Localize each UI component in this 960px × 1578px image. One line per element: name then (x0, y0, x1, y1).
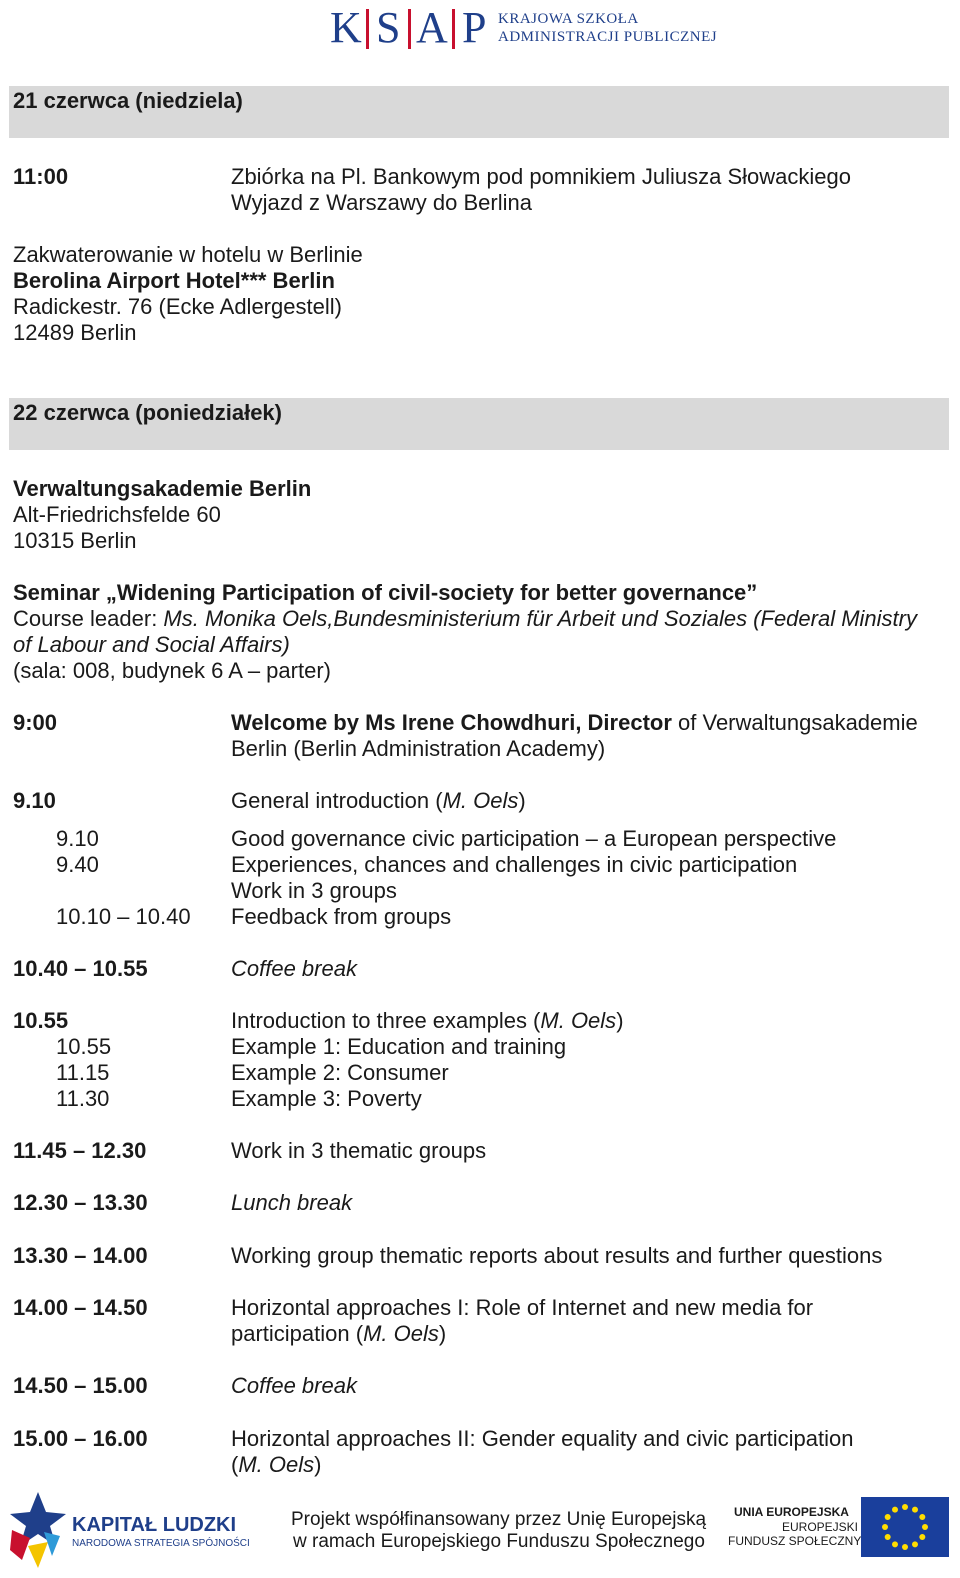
sub-text: Work in 3 groups (231, 878, 397, 903)
schedule-text: Coffee break (231, 1373, 357, 1398)
eu-flag-icon (861, 1497, 949, 1557)
sub-text: Feedback from groups (231, 904, 452, 929)
speaker-name: M. Oels (363, 1321, 439, 1346)
intro-text: General introduction ( (231, 788, 443, 813)
venue-street: Alt-Friedrichsfelde 60 (13, 502, 221, 527)
schedule-text: Berlin (Berlin Administration Academy) (231, 736, 606, 761)
sub-time: 10.10 – 10.40 (56, 904, 191, 929)
speaker-name: M. Oels (238, 1452, 315, 1477)
logo-separator (366, 9, 369, 49)
logo-letter-k: K (330, 3, 362, 52)
logo-separator (452, 9, 455, 49)
examples-text: Introduction to three examples ( (231, 1008, 541, 1033)
sub-text: Example 1: Education and training (231, 1034, 567, 1059)
sub-time: 10.55 (56, 1034, 112, 1059)
eu-line1: UNIA EUROPEJSKA (734, 1505, 849, 1519)
venue-city: 10315 Berlin (13, 528, 137, 553)
schedule-time: 10.40 – 10.55 (13, 956, 148, 981)
course-leader-name: Ms. Monika Oels,Bundesministerium für Arbeit und Soziales (Federal Ministry (163, 606, 917, 631)
course-leader (13, 606, 917, 632)
eu-line3: FUNDUSZ SPOŁECZNY (728, 1534, 862, 1548)
schedule-time: 11:00 (13, 164, 69, 189)
schedule-time: 10.55 (13, 1008, 69, 1033)
schedule-time: 9:00 (13, 710, 58, 735)
schedule-text: Wyjazd z Warszawy do Berlina (231, 190, 532, 215)
kapital-ludzki-emblem-icon (8, 1490, 66, 1570)
schedule-text (231, 1321, 446, 1347)
day-heading: 22 czerwca (poniedziałek) (13, 400, 282, 425)
schedule-text: Zbiórka na Pl. Bankowym pod pomnikiem Juliusza Słowackiego (231, 164, 851, 189)
eu-star-icon (912, 1541, 918, 1547)
eu-star-icon (922, 1524, 928, 1530)
eu-line2: EUROPEJSKI (782, 1520, 859, 1534)
eu-star-icon (892, 1541, 898, 1547)
sub-time: 11.30 (56, 1086, 110, 1111)
eu-star-icon (912, 1507, 918, 1513)
eu-star-icon (919, 1514, 925, 1520)
venue-name: Verwaltungsakademie Berlin (13, 476, 312, 501)
sub-text: Example 2: Consumer (231, 1060, 449, 1085)
logo-separator (408, 9, 411, 49)
examples-close: ) (616, 1008, 624, 1033)
kl-subtitle: NARODOWA STRATEGIA SPÓJNOŚCI (72, 1538, 250, 1549)
project-line2: w ramach Europejskiego Funduszu Społecznego (293, 1531, 705, 1552)
project-line1: Projekt współfinansowany przez Unię Europejską (291, 1509, 707, 1530)
eu-star-icon (882, 1524, 888, 1530)
hotel-street: Radickestr. 76 (Ecke Adlergestell) (13, 294, 342, 319)
kapital-ludzki-logo (8, 1490, 258, 1570)
course-leader-label: Course leader: (13, 606, 164, 631)
h2-close: ) (314, 1452, 322, 1477)
sub-text: Example 3: Poverty (231, 1086, 422, 1111)
schedule-time: 14.50 – 15.00 (13, 1373, 148, 1398)
schedule-time: 11.45 – 12.30 (13, 1138, 147, 1163)
sub-time: 9.10 (56, 826, 99, 851)
ksap-logo (330, 3, 730, 52)
room-info: (sala: 008, budynek 6 A – parter) (13, 658, 331, 683)
speaker-name: M. Oels (442, 788, 519, 813)
schedule-time: 12.30 – 13.30 (13, 1190, 148, 1215)
speaker-name: M. Oels (540, 1008, 617, 1033)
schedule-text: Horizontal approaches I: Role of Internet and new media for (231, 1295, 814, 1320)
schedule-text: Horizontal approaches II: Gender equality and civic participation (231, 1426, 854, 1451)
sub-text: Experiences, chances and challenges in civic participation (231, 852, 798, 877)
eu-star-icon (902, 1544, 908, 1550)
seminar-title: Seminar „Widening Participation of civil-society for better governance” (13, 580, 758, 605)
hotel-city: 12489 Berlin (13, 320, 137, 345)
course-leader-name-cont: of Labour and Social Affairs) (13, 632, 290, 657)
schedule-text: Working group thematic reports about results and further questions (231, 1243, 883, 1268)
hotel-intro: Zakwaterowanie w hotelu w Berlinie (13, 242, 363, 267)
eu-logo (724, 1497, 952, 1561)
sub-time: 9.40 (56, 852, 99, 877)
welcome-rest: of Verwaltungsakademie (671, 710, 918, 735)
schedule-text: Lunch break (231, 1190, 353, 1215)
hotel-name: Berolina Airport Hotel*** Berlin (13, 268, 335, 293)
day-heading-bar (9, 398, 949, 450)
eu-star-icon (902, 1504, 908, 1510)
org-name-line2: ADMINISTRACJI PUBLICZNEJ (498, 29, 718, 45)
org-name-line1: KRAJOWA SZKOŁA (498, 11, 639, 27)
schedule-time: 15.00 – 16.00 (13, 1426, 148, 1451)
schedule-text (231, 1008, 624, 1034)
logo-letter-s: S (376, 3, 401, 52)
h1-line2: participation ( (231, 1321, 364, 1346)
schedule-text (231, 788, 526, 814)
eu-star-icon (919, 1534, 925, 1540)
schedule-time: 14.00 – 14.50 (13, 1295, 148, 1320)
h2-open: ( (231, 1452, 239, 1477)
logo-letter-p: P (462, 3, 487, 52)
schedule-text (231, 710, 918, 736)
sub-text: Good governance civic participation – a European perspective (231, 826, 837, 851)
sub-time: 11.15 (56, 1060, 110, 1085)
logo-letter-a: A (416, 3, 448, 52)
eu-star-icon (892, 1507, 898, 1513)
day-heading-bar (9, 86, 949, 138)
day-heading: 21 czerwca (niedziela) (13, 88, 243, 113)
kl-title: KAPITAŁ LUDZKI (72, 1514, 237, 1536)
schedule-text: Coffee break (231, 956, 357, 981)
h1-close: ) (438, 1321, 447, 1346)
schedule-time: 9.10 (13, 788, 56, 813)
schedule-text: Work in 3 thematic groups (231, 1138, 487, 1163)
schedule-text (231, 1452, 321, 1478)
intro-close: ) (518, 788, 526, 813)
eu-star-icon (885, 1534, 891, 1540)
schedule-time: 13.30 – 14.00 (13, 1243, 148, 1268)
welcome-speaker: Welcome by Ms Irene Chowdhuri, Director (231, 710, 672, 735)
eu-star-icon (885, 1514, 891, 1520)
